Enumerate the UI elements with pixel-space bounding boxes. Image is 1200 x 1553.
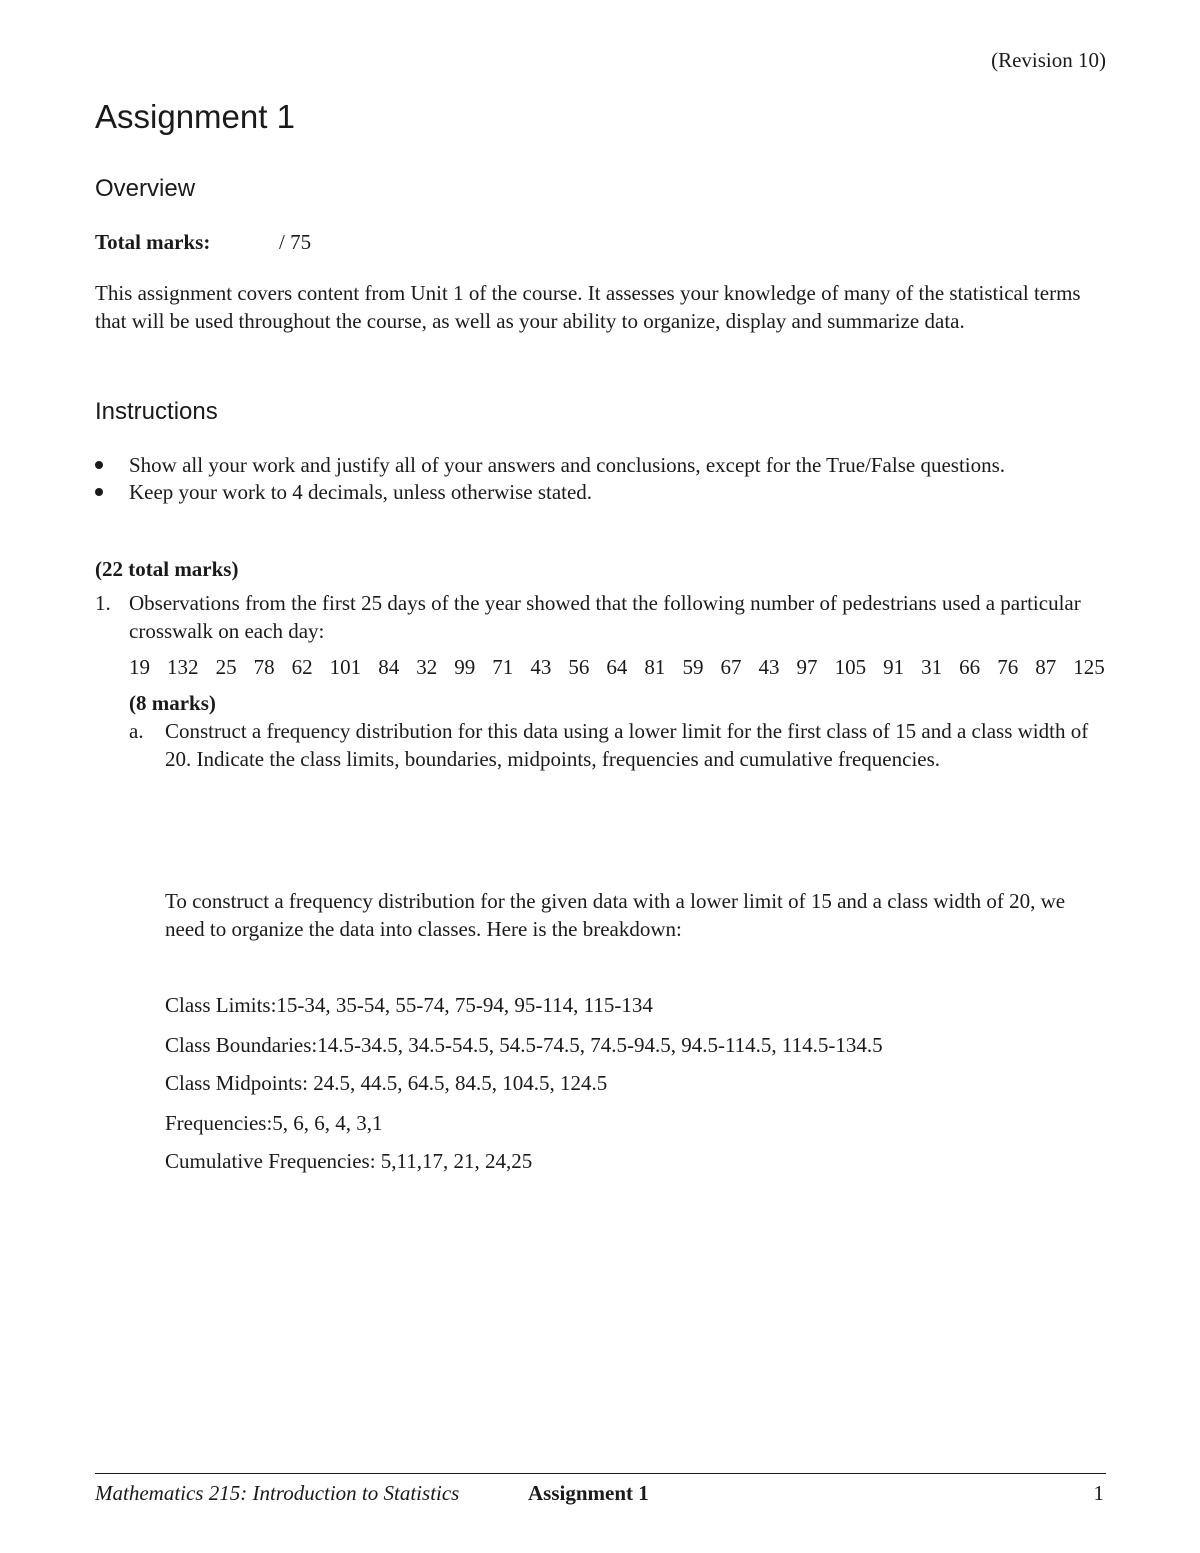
footer-course: Mathematics 215: Introduction to Statistics <box>95 1481 460 1505</box>
instruction-text: Show all your work and justify all of your answers and conclusions, except for the True/False questions. <box>129 453 1006 477</box>
data-value: 132 <box>167 655 199 679</box>
question-1a <box>129 718 1105 773</box>
data-value: 64 <box>606 655 628 679</box>
part-a-text: Construct a frequency distribution for this data using a lower limit for the first class of 15 and a class width of 20. Indicate the class limits, boundaries, midpoints, frequencies and cumulative frequencies. <box>165 719 1089 771</box>
data-value: 84 <box>378 655 400 679</box>
answer-cumulative-frequencies: Cumulative Frequencies: 5,11,17, 21, 24,25 <box>165 1149 533 1173</box>
data-value: 81 <box>644 655 666 679</box>
question-1 <box>95 590 1105 645</box>
data-value: 91 <box>883 655 905 679</box>
data-value: 56 <box>568 655 590 679</box>
answer-class-limits: Class Limits:15-34, 35-54, 55-74, 75-94, 95-114, 115-134 <box>165 993 653 1017</box>
footer-divider <box>95 1473 1106 1474</box>
data-value: 78 <box>253 655 275 679</box>
question-total-marks: (22 total marks) <box>95 557 239 581</box>
data-value: 66 <box>959 655 981 679</box>
revision-label: (Revision 10) <box>991 48 1106 72</box>
data-value: 43 <box>758 655 780 679</box>
data-value: 105 <box>834 655 867 679</box>
question-number: 1. <box>95 591 111 615</box>
instructions-heading: Instructions <box>95 398 218 425</box>
instruction-item <box>95 479 1105 506</box>
answer-class-midpoints: Class Midpoints: 24.5, 44.5, 64.5, 84.5, 104.5, 124.5 <box>165 1071 608 1095</box>
answer-frequencies: Frequencies:5, 6, 6, 4, 3,1 <box>165 1111 383 1135</box>
instruction-text: Keep your work to 4 decimals, unless otherwise stated. <box>129 480 593 504</box>
data-value: 97 <box>796 655 818 679</box>
overview-heading: Overview <box>95 175 196 202</box>
instructions-list <box>95 452 1105 506</box>
answer-intro: To construct a frequency distribution for the given data with a lower limit of 15 and a class width of 20, we need to organize the data into classes. Here is the breakdown: <box>165 889 1066 941</box>
data-value: 71 <box>492 655 514 679</box>
data-value: 19 <box>129 655 150 679</box>
page-number: 1 <box>1093 1481 1104 1505</box>
instruction-item <box>95 452 1105 479</box>
bullet-icon <box>95 461 103 469</box>
question-text: Observations from the first 25 days of the year showed that the following number of pedestrians used a particular crosswalk on each day: <box>129 591 1081 643</box>
data-value: 59 <box>682 655 704 679</box>
data-value: 62 <box>291 655 313 679</box>
answer-class-boundaries: Class Boundaries:14.5-34.5, 34.5-54.5, 54.5-74.5, 74.5-94.5, 94.5-114.5, 114.5-134.5 <box>165 1033 883 1057</box>
total-marks-label: Total marks: <box>95 230 211 254</box>
data-value: 125 <box>1073 655 1105 679</box>
data-value: 32 <box>416 655 438 679</box>
part-a-marks: (8 marks) <box>129 691 216 715</box>
observation-data <box>129 655 1105 680</box>
data-value: 67 <box>720 655 742 679</box>
data-value: 99 <box>454 655 476 679</box>
data-value: 31 <box>921 655 943 679</box>
data-value: 43 <box>530 655 552 679</box>
data-value: 87 <box>1035 655 1057 679</box>
total-marks <box>95 230 312 255</box>
data-value: 25 <box>215 655 237 679</box>
footer-section: Assignment 1 <box>528 1481 649 1505</box>
part-letter: a. <box>129 719 144 743</box>
total-marks-value: / 75 <box>279 230 312 254</box>
data-value: 101 <box>329 655 362 679</box>
bullet-icon <box>95 488 103 496</box>
overview-description: This assignment covers content from Unit 1 of the course. It assesses your knowledge of many of the statistical terms that will be used throughout the course, as well as your ability to organize, display and summarize data. <box>95 281 1081 333</box>
data-value: 76 <box>997 655 1019 679</box>
page-title: Assignment 1 <box>95 98 295 135</box>
